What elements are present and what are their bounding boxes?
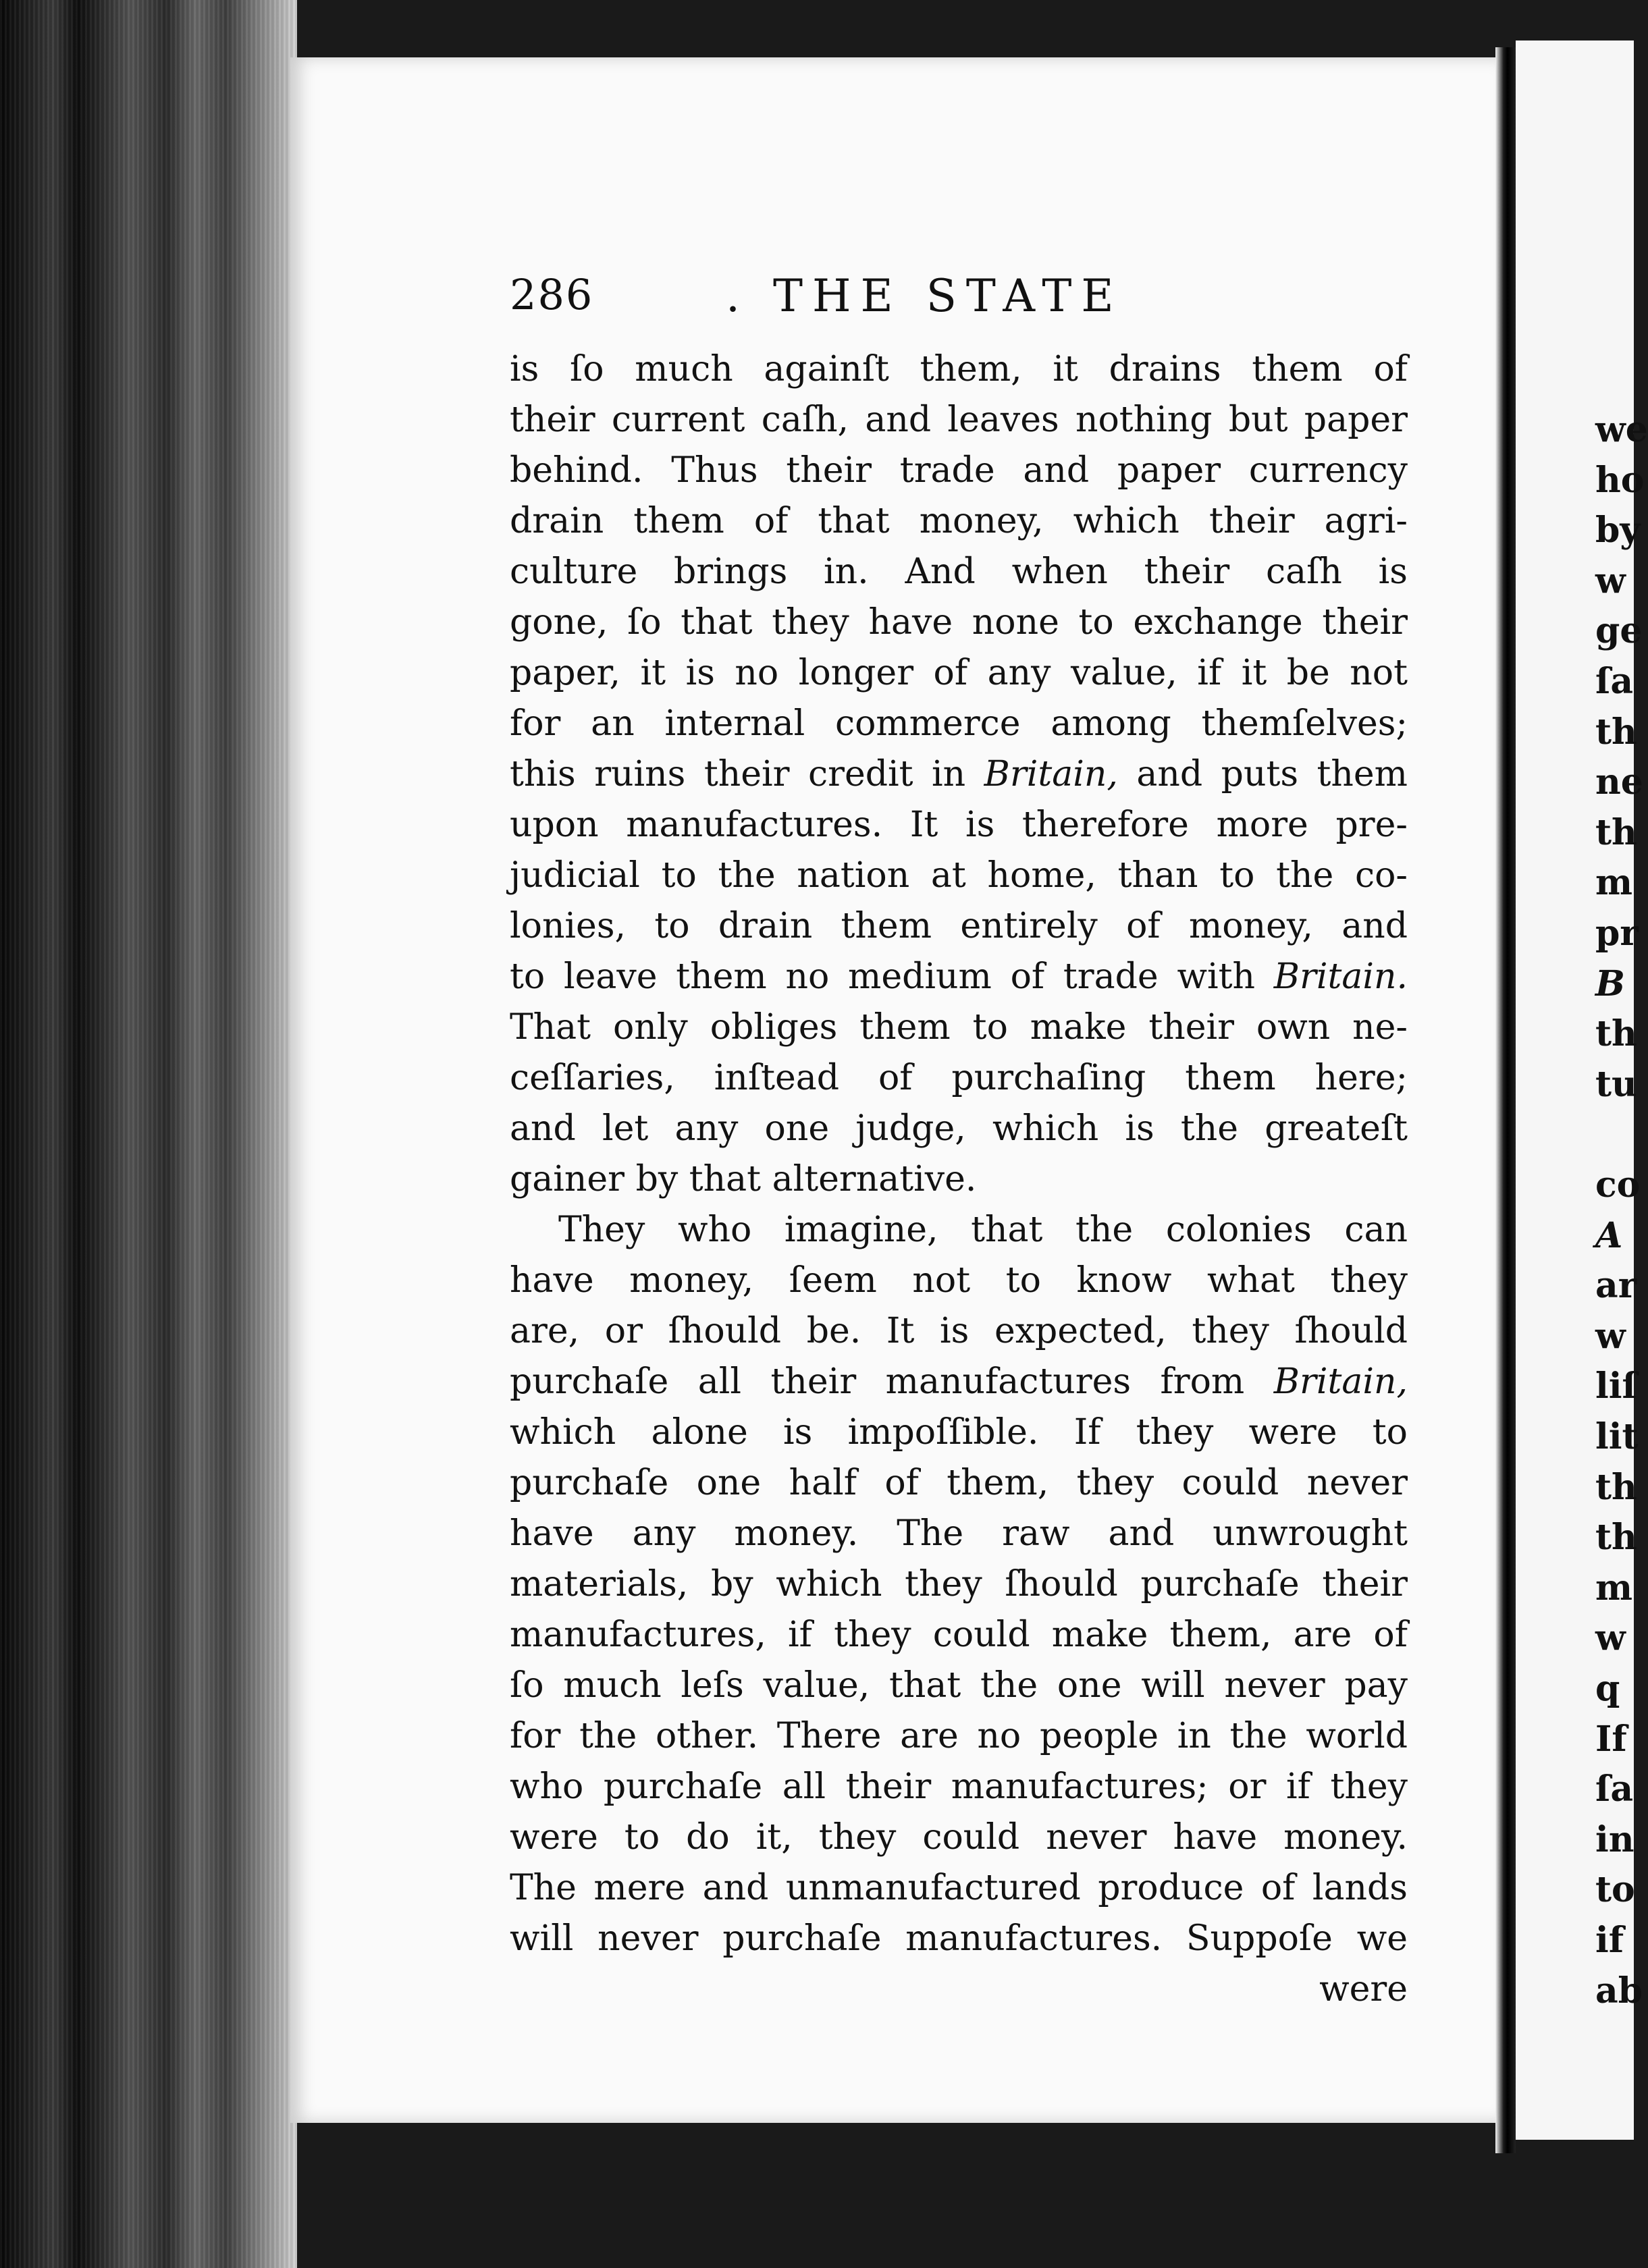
text-segment: ceſſaries, inſtead of purchaſing them here; — [510, 1058, 1408, 1098]
facing-page-line-fragment: lit — [1595, 1416, 1639, 1457]
text-segment: have any money. The raw and unwrought — [510, 1513, 1408, 1554]
text-line — [510, 1154, 1408, 1205]
text-segment: They who imagine, that the colonies can — [558, 1210, 1408, 1250]
text-segment: gone, ſo that they have none to exchange their — [510, 602, 1408, 643]
facing-page-line-fragment: th — [1595, 812, 1637, 853]
facing-page-line-fragment: ar — [1595, 1265, 1637, 1306]
text-segment: ſo much leſs value, that the one will never pay — [510, 1665, 1408, 1706]
facing-page-line-fragment: co — [1595, 1164, 1641, 1206]
text-segment: That only obliges them to make their own ne- — [510, 1007, 1408, 1048]
text-segment: is ſo much againſt them, it drains them of — [510, 349, 1408, 389]
text-segment: culture brings in. And when their caſh is — [510, 551, 1408, 592]
text-segment: which alone is impoſſible. If they were to — [510, 1412, 1408, 1453]
text-line — [510, 901, 1408, 952]
body-text — [510, 344, 1408, 2015]
text-line — [510, 850, 1408, 901]
facing-page-line-fragment: q — [1595, 1668, 1620, 1709]
facing-page-line-fragment: in — [1595, 1819, 1634, 1860]
text-line — [510, 344, 1408, 395]
text-line — [510, 749, 1408, 800]
text-line — [510, 446, 1408, 496]
facing-page-line-fragment: to — [1595, 1869, 1635, 1910]
page-header — [510, 270, 1408, 331]
text-segment: materials, by which they ſhould purchaſe their — [510, 1564, 1408, 1604]
text-line — [510, 1407, 1408, 1458]
facing-page-line-fragment: ne — [1595, 761, 1643, 803]
facing-page-line-fragment: w — [1595, 560, 1626, 601]
italic-text: Britain. — [1273, 956, 1408, 997]
text-segment: are, or ſhould be. It is expected, they ſhould — [510, 1311, 1408, 1351]
text-segment: purchaſe one half of them, they could never — [510, 1463, 1408, 1503]
text-segment: for the other. There are no people in the world — [510, 1716, 1408, 1756]
text-line — [510, 699, 1408, 749]
page-gutter — [1495, 47, 1516, 2153]
text-segment: were to do it, they could never have money. — [510, 1817, 1408, 1858]
italic-text: Britain, — [1273, 1361, 1408, 1402]
facing-page-line-fragment: ſa — [1595, 661, 1634, 702]
facing-page-line-fragment: ho — [1595, 460, 1645, 501]
text-segment: The mere and unmanufactured produce of lands — [510, 1868, 1408, 1908]
text-segment: judicial to the nation at home, than to the co- — [510, 855, 1408, 896]
page-number: 286 — [510, 270, 594, 319]
text-segment: upon manufactures. It is therefore more pre- — [510, 805, 1408, 845]
text-segment: for an internal commerce among themſelves; — [510, 703, 1408, 744]
text-segment: who purchaſe all their manufactures; or if they — [510, 1766, 1408, 1807]
text-segment: manufactures, if they could make them, are of — [510, 1615, 1408, 1655]
text-segment: drain them of that money, which their agri- — [510, 501, 1408, 541]
text-line — [510, 395, 1408, 446]
text-line — [510, 1509, 1408, 1559]
facing-page-line-fragment: liſ — [1595, 1366, 1637, 1407]
facing-page-line-fragment: m — [1595, 1567, 1633, 1609]
facing-page-line-fragment: th — [1595, 711, 1637, 753]
facing-page-line-fragment: m — [1595, 862, 1633, 903]
facing-page-line-fragment: th — [1595, 1517, 1637, 1558]
text-line — [510, 1559, 1408, 1610]
text-line — [510, 1762, 1408, 1812]
text-segment: to leave them no medium of trade with — [510, 956, 1274, 997]
text-segment: lonies, to drain them entirely of money, and — [510, 906, 1408, 946]
facing-page-line-fragment: ab — [1595, 1970, 1643, 2012]
text-segment: their current caſh, and leaves nothing but paper — [510, 400, 1408, 440]
text-line — [510, 1104, 1408, 1154]
catchword: were — [1319, 1969, 1408, 2009]
facing-page-line-fragment: by — [1595, 510, 1641, 551]
facing-page-line-fragment: ge — [1595, 610, 1643, 651]
text-line — [510, 800, 1408, 850]
text-line — [510, 1256, 1408, 1306]
facing-page-line-fragment: we — [1595, 409, 1648, 450]
text-segment: have money, ſeem not to know what they — [510, 1260, 1408, 1301]
text-line — [510, 648, 1408, 699]
text-line — [510, 1306, 1408, 1357]
facing-page-line-fragment: th — [1595, 1013, 1637, 1054]
facing-page-line-fragment: If — [1595, 1719, 1627, 1760]
text-line — [510, 1660, 1408, 1711]
text-segment: this ruins their credit in — [510, 754, 984, 794]
italic-text: Britain, — [984, 754, 1118, 794]
facing-page-line-fragment: if — [1595, 1920, 1624, 1961]
facing-page-line-fragment: B — [1595, 963, 1625, 1004]
text-segment: gainer by that alternative. — [510, 1159, 977, 1199]
text-line — [510, 1863, 1408, 1914]
text-segment: and let any one judge, which is the greateſt — [510, 1108, 1408, 1149]
facing-page-line-fragment: th — [1595, 1467, 1637, 1508]
text-line — [510, 1711, 1408, 1762]
text-line — [510, 547, 1408, 597]
text-line — [510, 1357, 1408, 1407]
text-line — [510, 496, 1408, 547]
facing-page-fragment — [1516, 40, 1648, 2140]
book-edge — [0, 0, 297, 2268]
text-line — [510, 597, 1408, 648]
text-segment: behind. Thus their trade and paper currency — [510, 450, 1408, 491]
text-line — [510, 1205, 1408, 1256]
facing-page-line-fragment: tu — [1595, 1064, 1637, 1105]
facing-page-line-fragment: w — [1595, 1316, 1626, 1357]
text-segment: will never purchaſe manufactures. Suppoſe we — [510, 1918, 1408, 1959]
text-line — [510, 1002, 1408, 1053]
text-line — [510, 1458, 1408, 1509]
facing-page-line-fragment: ſa — [1595, 1769, 1634, 1810]
text-line — [510, 1812, 1408, 1863]
text-segment: purchaſe all their manufactures from — [510, 1361, 1274, 1402]
text-segment: paper, it is no longer of any value, if it be not — [510, 653, 1408, 693]
text-line — [510, 952, 1408, 1002]
facing-page-line-fragment: A — [1595, 1215, 1623, 1256]
text-line — [510, 1610, 1408, 1660]
text-line — [510, 1053, 1408, 1104]
text-line — [510, 1914, 1408, 1964]
running-head: . THE STATE — [726, 270, 1123, 322]
facing-page-line-fragment: pr — [1595, 913, 1639, 954]
facing-page-line-fragment: w — [1595, 1617, 1626, 1658]
text-segment: and puts them — [1117, 754, 1408, 794]
